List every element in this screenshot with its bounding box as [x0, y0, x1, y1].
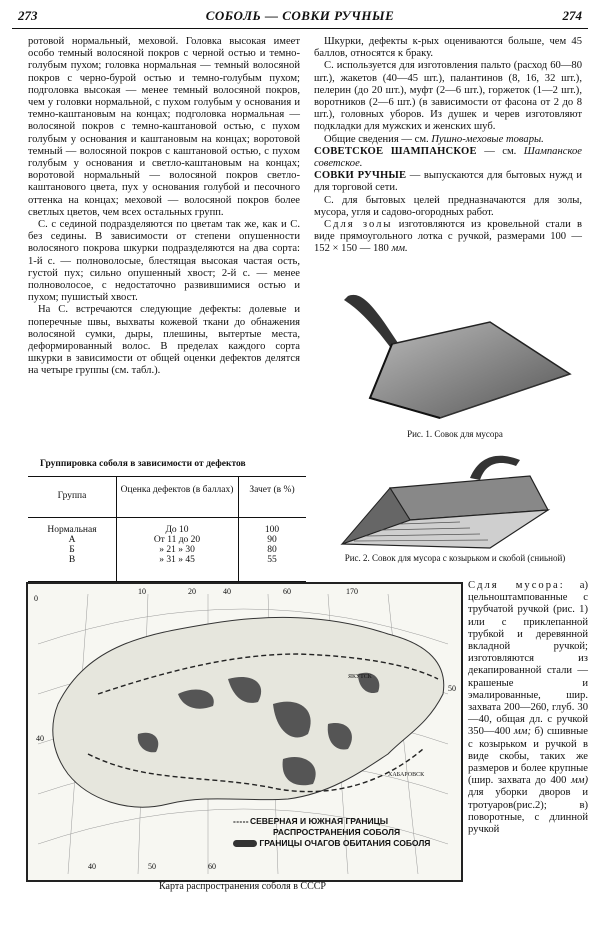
paragraph-see-also: Общие сведения — см. Пушно-меховые товары. [324, 133, 544, 145]
table-cell: Б [69, 545, 75, 555]
table-divider [116, 477, 117, 581]
table-header-credit: Зачет (в %) [249, 485, 295, 495]
table-cell: 80 [267, 545, 277, 555]
table-cell: 55 [267, 555, 277, 565]
dustpan-illustration [330, 288, 580, 428]
right-column [314, 36, 582, 256]
place-label: ХАБАРОВСК [388, 772, 425, 778]
table-cell: 100 [264, 525, 280, 535]
table-divider [238, 477, 239, 581]
entry-champagne: СОВЕТСКОЕ ШАМПАНСКОЕ — см. Шампанское советское. [314, 145, 582, 170]
cross-reference: Шампанское советское. [314, 145, 582, 170]
table-cell: А [68, 535, 76, 545]
running-header [12, 6, 588, 29]
lon-label: 40 [223, 587, 231, 596]
figure-2-caption: Рис. 2. Совок для мусора с козырьком и скобой (сниьной) [344, 553, 566, 563]
left-column [28, 36, 300, 378]
legend-borders-2: РАСПРОСТРАНЕНИЯ СОБОЛЯ [273, 827, 401, 837]
paragraph-sable-groups: ротовой нормальный, меховой. Головка высокая имеет особо темный волосяной покров с черной остью и темно-голубым пухом; головка нормальная — темный волосяной покров с черно-бурой остью и темно-голубым пухом; подголовка высокая — менее темный волосяной покров, чем у головки нормальной, с пухом голубым у основания и темно-каштановым на концах; подголовка нормальная — волосяной покров с темно-каштановой остью, с пухом голубым у основания и каштановым на концах; воротовой темный — волосяной покров с каштановой остью, с пухом голубым у основания и светло-каштановым на концах; воротовой нормальный — волосяной покров светло-каштанового цвета, пух у основания голубой и песочного оттенка на концах; меховой — волосяной покров более светлых цветов, чем всех остальных групп. [28, 36, 300, 218]
paragraph-defects-scrap: Шкурки, дефекты к-рых оцениваются больше, чем 45 баллов, относятся к браку. [314, 36, 582, 60]
lon-label: 60 [283, 587, 291, 596]
paragraph-sable-grey: С. с сединой подразделяются по цветам так же, как и С. без седины. В зависимости от степени опушенности волосяного покрова шкурки подразделяются на два сорта: 1-й с. — полноволосые, блестящая высокая частая ость, густой пух; сильно опушенный хвост; 2-й с. — менее полноволосое, с недостаточно развившимися остью и пухом; пушистый хвост. [28, 219, 300, 304]
paragraph-household: С. для бытовых целей предназначаются для золы, мусора, угля и садово-огородных работ. [314, 194, 582, 218]
table-cell: Нормальная [47, 525, 97, 535]
legend-habitats: ГРАНИЦЫ ОЧАГОВ ОБИТАНИЯ СОБОЛЯ [233, 838, 453, 849]
legend-swatch-icon [233, 840, 257, 847]
lon-label: 50 [148, 862, 156, 871]
lon-label: 60 [208, 862, 216, 871]
defects-table [28, 476, 306, 582]
lon-label: 20 [188, 587, 196, 596]
place-label: ЯКУТСК [348, 674, 372, 680]
dustpan-hood-illustration [330, 448, 580, 552]
paragraph-ash: Сдля золы изготовляются из кровельной стали в виде прямоугольного лотка с ручкой, размерами 100 — 152 × 150 — 180 мм. [314, 219, 582, 255]
entry-sovki: СОВКИ РУЧНЫЕ — выпускаются для бытовых нужд и для торговой сети. [314, 170, 582, 194]
map-caption: Карта распространения соболя в СССР [159, 881, 326, 892]
table-cell: До 10 [165, 525, 189, 535]
page-number-left: 273 [18, 8, 38, 23]
paragraph-garbage: Сдля мусора: а) цельноштампованные с трубчатой ручкой (рис. 1) или с приклепанной трубкой и деревянной вкладной ручкой; изготовляются из декапированной стали — крашеные и эмалированные, шир. захвата 200—260, глуб. 30—40, общая дл. с ручкой 350—400 мм; б) сшивные с козырьком и ручкой в виде скобы, таких же размеров и более крупные (шир. захвата до 400 мм) для уборки дворов и тротуаров(рис.2); в) поворотные, с длинной ручкой [468, 580, 589, 836]
sable-distribution-map [26, 582, 463, 882]
lon-label: 0 [34, 594, 38, 603]
lon-label: 40 [88, 862, 96, 871]
lat-label: 40 [36, 734, 44, 743]
figure-1-caption: Рис. 1. Совок для мусора [407, 429, 503, 439]
map-legend [233, 816, 453, 849]
table-cell: » 31 » 45 [159, 555, 195, 565]
table-cell: » 21 » 30 [159, 545, 195, 555]
page-number-right: 274 [562, 8, 582, 23]
entry-headword: СОВКИ РУЧНЫЕ [314, 170, 407, 182]
legend-borders: - - - - - СЕВЕРНАЯ И ЮЖНАЯ ГРАНИЦЫ [233, 816, 389, 826]
table-cell: В [68, 555, 76, 565]
lat-label: 50 [448, 684, 456, 693]
table-header-group: Группа [57, 491, 87, 501]
lon-label: 170 [346, 587, 358, 596]
paragraph-sable-defects: На С. встречаются следующие дефекты: долевые и поперечные швы, выхваты кожевой ткани до обнажения волосяной сумки, дыры, плешины, вытертые места, деформированный волос. В пределах каждого сорта шкурки в зависимости от общей оценки дефектов делятся на четыре группы (см. табл.). [28, 304, 300, 377]
header-title: СОБОЛЬ — СОВКИ РУЧНЫЕ [205, 8, 395, 23]
table-cell: От 11 до 20 [153, 535, 201, 545]
cross-reference: Пушно-меховые товары. [431, 133, 544, 145]
table-cell: 90 [267, 535, 277, 545]
paragraph-sable-uses: С. используется для изготовления пальто (расход 60—80 шт.), жакетов (40—45 шт.), палантинов (8, 16, 32 шт.), пелерин (до 20 шт.), муфт (2—6 шт.), горжеток (1—2 шт.), воротников (2—6 шт.) (в зависимости от фасона от 2 до 8 шт.), головных уборов. Из душек и черев изготовляют подкладки для мужских и женских шуб. [314, 60, 582, 133]
entry-headword: СОВЕТСКОЕ ШАМПАНСКОЕ [314, 145, 477, 157]
table-header-score: Оценка дефектов (в баллах) [120, 485, 234, 495]
table-caption: Группировка соболя в зависимости от дефектов [40, 459, 246, 469]
right-narrow-column [468, 580, 588, 836]
lon-label: 10 [138, 587, 146, 596]
